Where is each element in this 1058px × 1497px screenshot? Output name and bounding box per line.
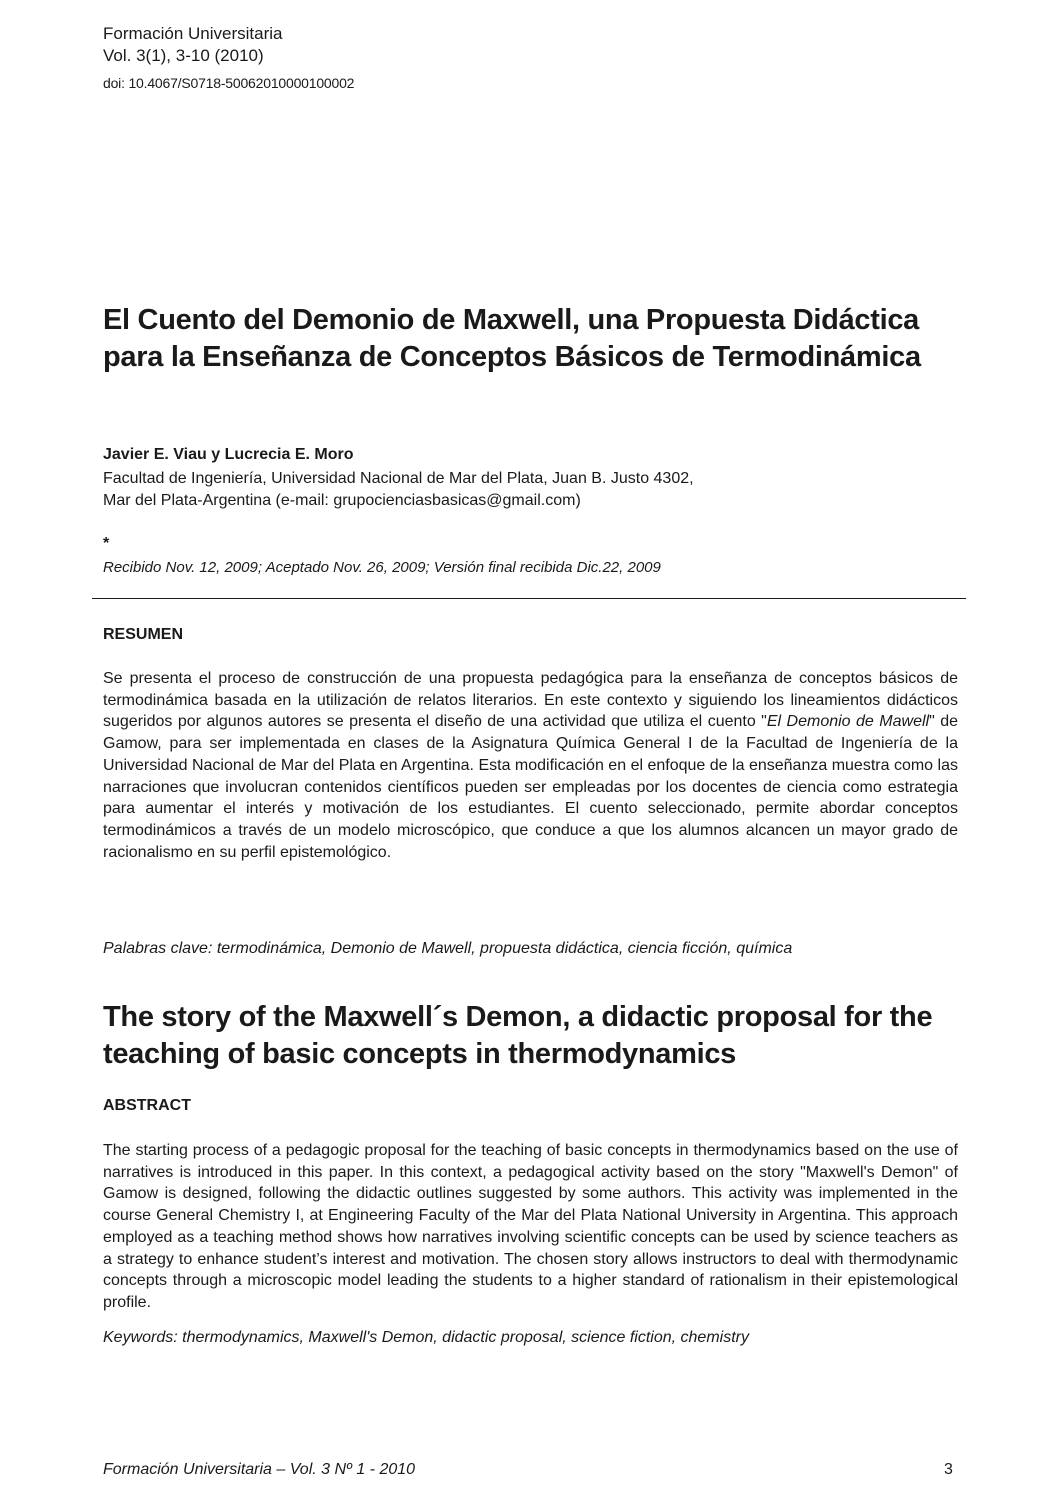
authors: Javier E. Viau y Lucrecia E. Moro [103,446,354,463]
affiliation-line-1: Facultad de Ingeniería, Universidad Nacional de Mar del Plata, Juan B. Justo 4302, [103,470,694,487]
palabras-clave [103,939,792,959]
title-english: The story of the Maxwell´s Demon, a didactic proposal for the teaching of basic concepts in thermodynamics [103,1001,933,1070]
keywords [103,1328,749,1348]
volume-info: Vol. 3(1), 3-10 (2010) [103,46,264,65]
footnote-asterisk: * [103,535,110,552]
resumen-heading: RESUMEN [103,626,184,643]
page-number: 3 [944,1461,953,1478]
keywords-list: thermodynamics, Maxwell's Demon, didactic proposal, science fiction, chemistry [177,1329,749,1346]
resumen-story-title: El Demonio de Mawell [766,713,930,731]
palabras-clave-label: Palabras clave: [103,940,213,957]
submission-dates: Recibido Nov. 12, 2009; Aceptado Nov. 26, 2009; Versión final recibida Dic.22, 2009 [103,559,661,576]
footer-journal: Formación Universitaria – Vol. 3 Nº 1 - 2010 [103,1461,416,1478]
abstract-heading: ABSTRACT [103,1097,191,1114]
resumen-text-1: Se presenta el proceso de construcción de una propuesta pedagógica para la enseñanza de conceptos básicos de termodinámica basada en la utilización de relatos literarios. En este contexto y siguiendo los lineamientos didácticos sugeridos por algunos autores se presenta el diseño de una actividad que utiliza el cuento " [103,670,958,731]
header-divider [92,598,966,599]
title-spanish: El Cuento del Demonio de Maxwell, una Propuesta Didáctica para la Enseñanza de Conceptos Básicos de Termodinámica [103,304,921,373]
affiliation [103,468,903,512]
journal-name: Formación Universitaria [103,24,283,43]
abstract-body: The starting process of a pedagogic proposal for the teaching of basic concepts in thermodynamics based on the use of narratives is introduced in this paper. In this context, a pedagogical activity based on the story "Maxwell's Demon" of Gamow is designed, following the didactic outlines suggested by some authors. This activity was implemented in the course General Chemistry I, at Engineering Faculty of the Mar del Plata National University in Argentina. This approach employed as a teaching method shows how narratives involving scientific concepts can be used by science teachers as a strategy to enhance student’s interest and motivation. The chosen story allows instructors to deal with thermodynamic concepts through a microscopic model leading the students to a higher standard of rationalism in their epistemological profile. [103,1142,958,1311]
palabras-clave-list: termodinámica, Demonio de Mawell, propuesta didáctica, ciencia ficción, química [212,940,793,957]
resumen-text-2: " de Gamow, para ser implementada en clases de la Asignatura Química General I de la Facultad de Ingeniería de la Universidad Nacional de Mar del Plata en Argentina. Esta modificación en el enfoque de la enseñanza muestra como las narraciones que involucran contenidos científicos pueden ser empleadas por los docentes de ciencia como estrategia para aumentar el interés y motivación de los estudiantes. El cuento seleccionado, permite abordar conceptos termodinámicos a través de un modelo microscópico, que conduce a que los alumnos alcancen un mayor grado de racionalismo en su perfil epistemológico. [103,713,959,861]
doi: doi: 10.4067/S0718-50062010000100002 [103,75,355,91]
affiliation-line-2: Mar del Plata-Argentina (e-mail: grupocienciasbasicas@gmail.com) [103,492,581,509]
resumen-body [103,668,958,863]
keywords-label: Keywords: [103,1329,178,1346]
